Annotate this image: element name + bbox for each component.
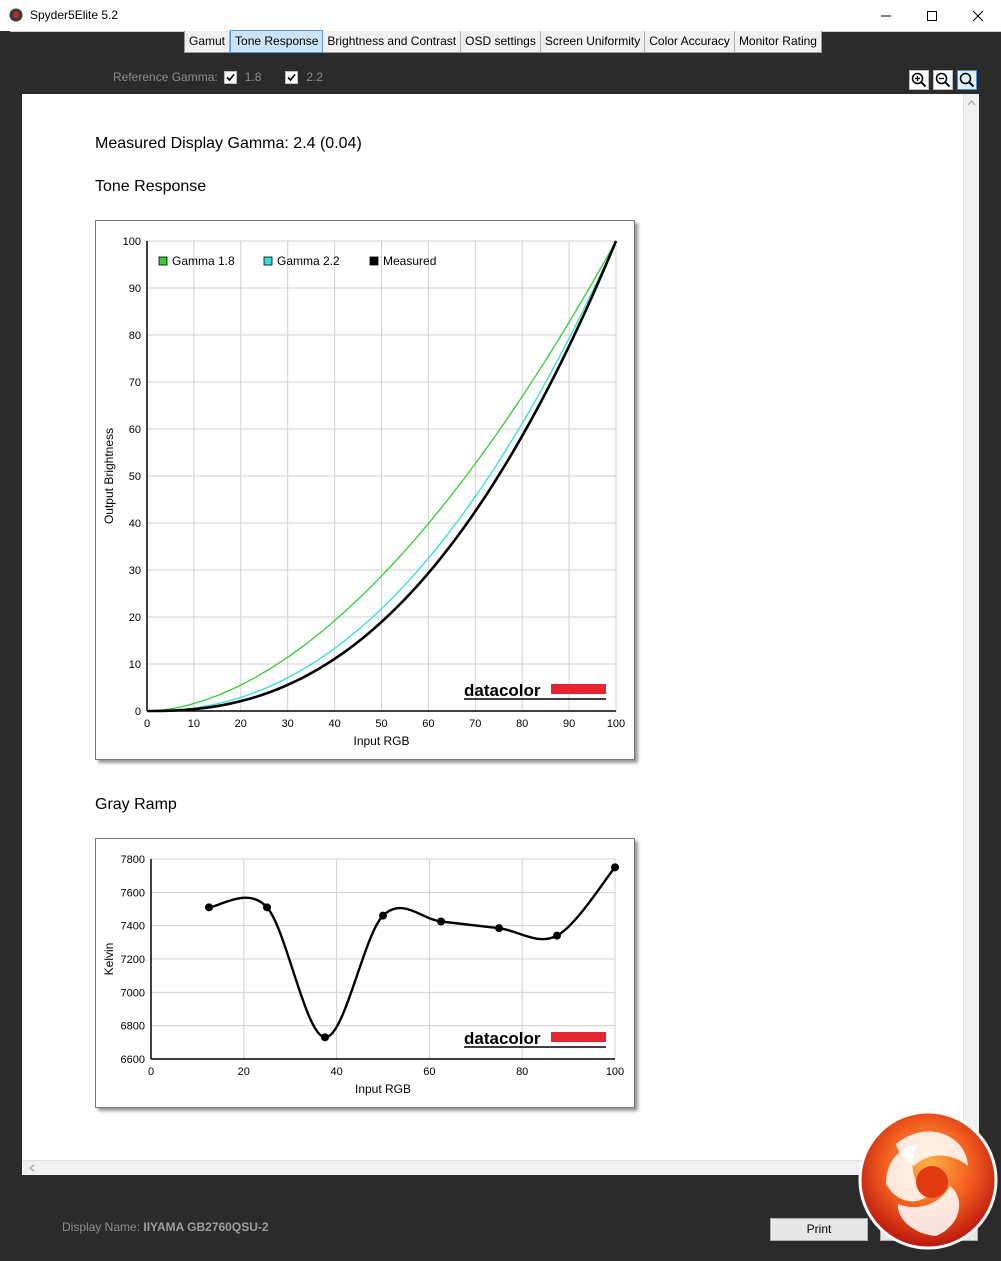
close-icon [972, 10, 984, 22]
watermark-logo [856, 1104, 1001, 1254]
x-tick-label: 40 [328, 718, 341, 730]
scroll-up-icon [964, 96, 979, 110]
data-point [437, 918, 445, 926]
checkmark-icon [225, 72, 236, 83]
tone-response-chart [95, 220, 635, 760]
x-tick-label: 20 [237, 1066, 250, 1078]
minimize-button[interactable] [863, 0, 909, 31]
x-tick-label: 100 [605, 1066, 625, 1078]
gamma-2-2-label: 2.2 [306, 70, 324, 84]
y-tick-label: 10 [128, 659, 141, 671]
y-tick-label: 7800 [120, 854, 145, 866]
maximize-icon [926, 10, 938, 22]
zoom-fit-icon [958, 71, 976, 89]
tab-tone-response[interactable]: Tone Response [230, 30, 323, 53]
x-tick-label: 60 [423, 1066, 436, 1078]
x-tick-label: 10 [187, 718, 201, 730]
y-tick-label: 6800 [120, 1020, 145, 1033]
y-tick-label: 30 [128, 565, 141, 577]
y-axis-label: Kelvin [102, 942, 116, 976]
maximize-button[interactable] [909, 0, 955, 31]
y-tick-label: 40 [128, 518, 141, 530]
tab-monitor-rating[interactable]: Monitor Rating [738, 34, 817, 48]
gamma-2-2-checkbox[interactable] [285, 71, 298, 84]
gamma-1-8-label: 1.8 [244, 70, 262, 84]
data-point [495, 924, 503, 932]
data-point [263, 903, 271, 911]
tone-response-plot [96, 221, 634, 759]
app-icon [9, 8, 23, 22]
y-tick-label: 7400 [120, 920, 145, 933]
zoom-out-button[interactable] [933, 70, 953, 90]
y-tick-label: 50 [128, 471, 141, 483]
y-axis-label: Output Brightness [102, 427, 116, 525]
x-tick-label: 20 [234, 718, 247, 730]
zoom-in-icon [910, 71, 928, 89]
measured-gamma-text: Measured Display Gamma: 2.4 (0.04) [95, 135, 362, 152]
brand-logo-text: datacolor [464, 1029, 541, 1048]
zoom-fit-button[interactable] [957, 70, 977, 90]
scroll-left-icon [26, 1161, 40, 1175]
tab-brightness-and-contrast[interactable]: Brightness and Contrast [323, 31, 461, 52]
reference-gamma-label: Reference Gamma: [113, 70, 218, 84]
gamma-1-8-checkbox[interactable] [224, 71, 237, 84]
legend-label: Gamma 2.2 [277, 254, 340, 268]
horizontal-scrollbar[interactable] [22, 1160, 963, 1175]
vertical-scrollbar[interactable] [963, 94, 979, 1160]
title-bar [0, 0, 1001, 32]
data-point [379, 912, 387, 920]
x-tick-label: 0 [143, 718, 151, 730]
x-tick-label: 100 [606, 718, 626, 730]
legend-label: Measured [383, 254, 437, 268]
x-tick-label: 50 [375, 718, 388, 730]
y-tick-label: 70 [128, 377, 141, 389]
display-name [62, 1220, 269, 1234]
legend-swatch [159, 257, 167, 265]
legend-swatch [370, 257, 378, 265]
tab-screen-uniformity[interactable]: Screen Uniformity [541, 31, 645, 52]
minimize-icon [880, 10, 892, 22]
y-tick-label: 20 [128, 612, 141, 624]
brand-logo-text: datacolor [464, 681, 541, 700]
x-tick-label: 60 [422, 718, 435, 730]
window-title: Spyder5Elite 5.2 [30, 8, 119, 22]
gray-ramp-line [209, 867, 615, 1037]
brand-logo-bar [551, 1032, 606, 1042]
y-tick-label: 0 [134, 706, 141, 718]
x-tick-label: 80 [516, 1066, 529, 1078]
x-tick-label: 70 [469, 718, 482, 730]
y-tick-label: 60 [128, 424, 141, 436]
tab-osd-settings[interactable]: OSD settings [461, 31, 541, 52]
data-point [321, 1033, 329, 1041]
zoom-controls [909, 70, 977, 90]
x-tick-label: 30 [281, 718, 294, 730]
x-tick-label: 40 [330, 1066, 343, 1078]
y-tick-label: 7600 [120, 887, 145, 900]
y-tick-label: 100 [122, 236, 141, 248]
display-name-value: IIYAMA GB2760QSU-2 [143, 1220, 269, 1234]
y-tick-label: 7200 [120, 954, 145, 966]
zoom-out-icon [934, 71, 952, 89]
tab-gamut[interactable]: Gamut [185, 31, 230, 52]
display-name-label: Display Name: [62, 1220, 141, 1234]
data-point [553, 932, 561, 940]
y-tick-label: 80 [128, 330, 141, 342]
zoom-in-button[interactable] [909, 70, 929, 90]
gray-ramp-chart [95, 838, 635, 1108]
x-axis-label: Input RGB [353, 734, 410, 748]
reference-gamma [113, 70, 323, 84]
data-point [611, 863, 619, 871]
x-axis-label: Input RGB [354, 1082, 412, 1096]
y-tick-label: 6600 [120, 1054, 145, 1066]
data-point [205, 903, 213, 911]
gray-ramp-heading: Gray Ramp [95, 796, 177, 813]
x-tick-label: 0 [147, 1066, 155, 1078]
legend-label: Gamma 1.8 [172, 254, 235, 268]
y-tick-label: 7000 [120, 987, 145, 1000]
brand-logo-bar [551, 684, 606, 694]
tab-color-accuracy[interactable]: Color Accuracy [645, 31, 735, 52]
checkmark-icon [286, 72, 297, 83]
report-content [22, 94, 963, 1160]
legend-swatch [264, 257, 272, 265]
x-tick-label: 80 [516, 718, 529, 730]
print-button[interactable]: Print [770, 1218, 868, 1241]
report-tabs [184, 31, 822, 53]
gray-ramp-plot [96, 839, 634, 1107]
y-tick-label: 90 [128, 283, 141, 295]
x-tick-label: 90 [562, 718, 576, 730]
window-frame [0, 31, 10, 1261]
tone-response-heading: Tone Response [95, 178, 207, 195]
close-button[interactable] [955, 0, 1001, 31]
